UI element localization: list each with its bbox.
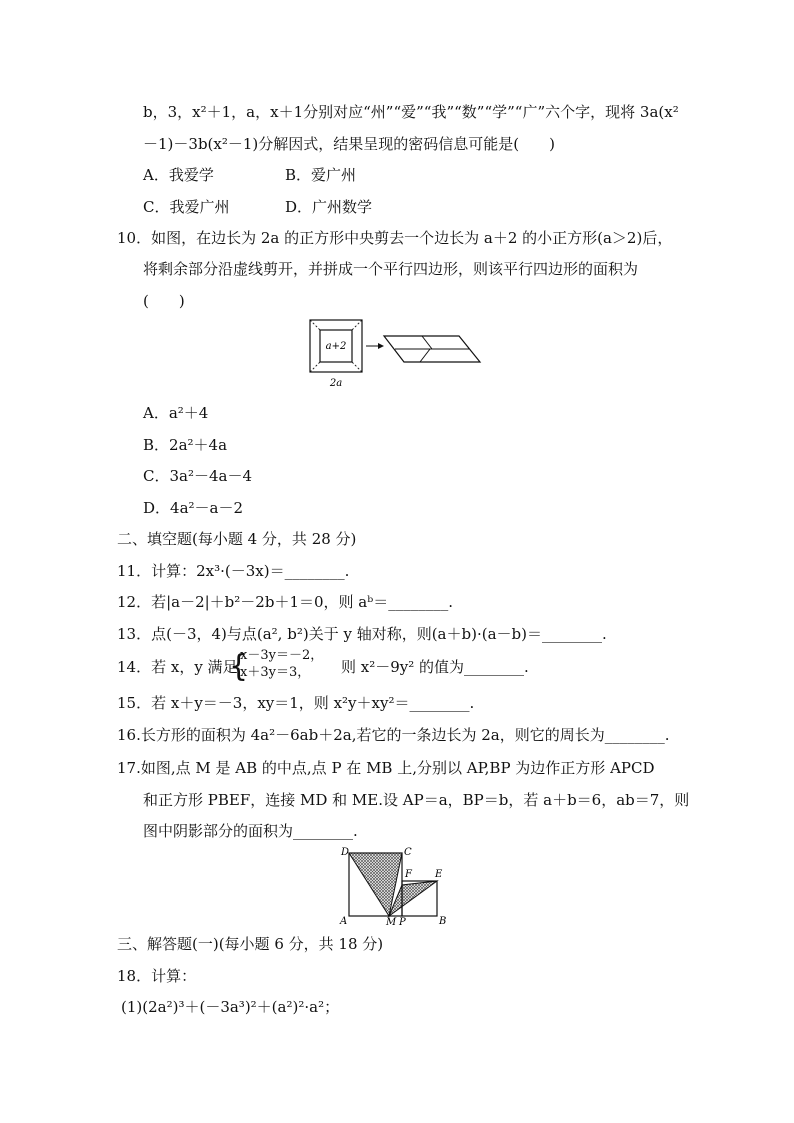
label-M: M <box>386 917 397 928</box>
label-A: A <box>340 916 348 927</box>
q16: 16.长方形的面积为 4a²－6ab＋2a,若它的一条边长为 2a，则它的周长为________. <box>117 726 670 744</box>
q12: 12．若|a－2|＋b²－2b＋1＝0，则 aᵇ＝________. <box>117 593 454 611</box>
label-F: F <box>405 869 412 880</box>
outer-label: 2a <box>329 378 343 389</box>
label-B: B <box>439 916 447 927</box>
q11: 11．计算：2x³·(－3x)＝________. <box>117 562 350 580</box>
q9-option-d: D．广州数学 <box>285 198 373 216</box>
q13: 13．点(－3，4)与点(a², b²)关于 y 轴对称，则(a＋b)·(a－b)＝________. <box>117 625 607 643</box>
q17-figure <box>335 843 455 928</box>
section-3-heading: 三、解答题(一)(每小题 6 分，共 18 分) <box>117 935 384 953</box>
q18-title: 18．计算： <box>117 967 197 985</box>
label-E: E <box>435 869 443 880</box>
q9-option-a: A．我爱学 <box>143 166 214 184</box>
q10-line-3: ( ) <box>143 292 185 310</box>
q10-option-b: B．2a²＋4a <box>143 436 228 454</box>
q15: 15．若 x＋y＝－3，xy＝1，则 x²y＋xy²＝________. <box>117 694 475 712</box>
q10-option-d: D．4a²－a－2 <box>143 499 244 517</box>
q17-line-3: 图中阴影部分的面积为________. <box>143 822 358 840</box>
arrow-icon <box>366 343 384 349</box>
q14-brace: { <box>229 649 249 684</box>
q9-option-c: C．我爱广州 <box>143 198 230 216</box>
q10-line-1: 10．如图，在边长为 2a 的正方形中央剪去一个边长为 a＋2 的小正方形(a＞2)后， <box>117 229 673 247</box>
q17-line-1: 17.如图,点 M 是 AB 的中点,点 P 在 MB 上,分别以 AP,BP 为边作正方形 APCD <box>117 759 655 777</box>
inner-label: a+2 <box>325 341 347 352</box>
q9-line-1: b，3，x²＋1，a，x＋1分别对应“州”“爱”“我”“数”“学”“广”六个字，现将 3a(x² <box>143 103 679 121</box>
q9-line-2: －1)－3b(x²－1)分解因式，结果呈现的密码信息可能是( ) <box>143 135 555 153</box>
label-P: P <box>399 917 406 928</box>
q17-line-2: 和正方形 PBEF，连接 MD 和 ME.设 AP＝a，BP＝b，若 a＋b＝6，ab＝7，则 <box>143 791 690 809</box>
label-C: C <box>404 847 412 858</box>
label-D: D <box>341 847 350 858</box>
shaded-triangle-2 <box>389 881 437 916</box>
q14-post: 则 x²－9y² 的值为________. <box>341 658 529 676</box>
q14-eq2: x＋3y＝3， <box>240 665 311 680</box>
q14-pre: 14．若 x，y 满足 <box>117 658 238 676</box>
q9-option-b: B．爱广州 <box>285 166 357 184</box>
q18-part-1: (1)(2a²)³＋(－3a³)²＋(a²)²·a²； <box>121 998 340 1016</box>
parallelogram-cuts <box>395 336 469 362</box>
q10-option-c: C．3a²－4a－4 <box>143 467 253 485</box>
q10-line-2: 将剩余部分沿虚线剪开，并拼成一个平行四边形，则该平行四边形的面积为 <box>143 260 639 278</box>
q10-figure <box>300 316 485 390</box>
section-2-heading: 二、填空题(每小题 4 分，共 28 分) <box>117 530 357 548</box>
q10-option-a: A．a²＋4 <box>143 404 209 422</box>
q14-eq1: x－3y＝－2， <box>240 648 324 663</box>
